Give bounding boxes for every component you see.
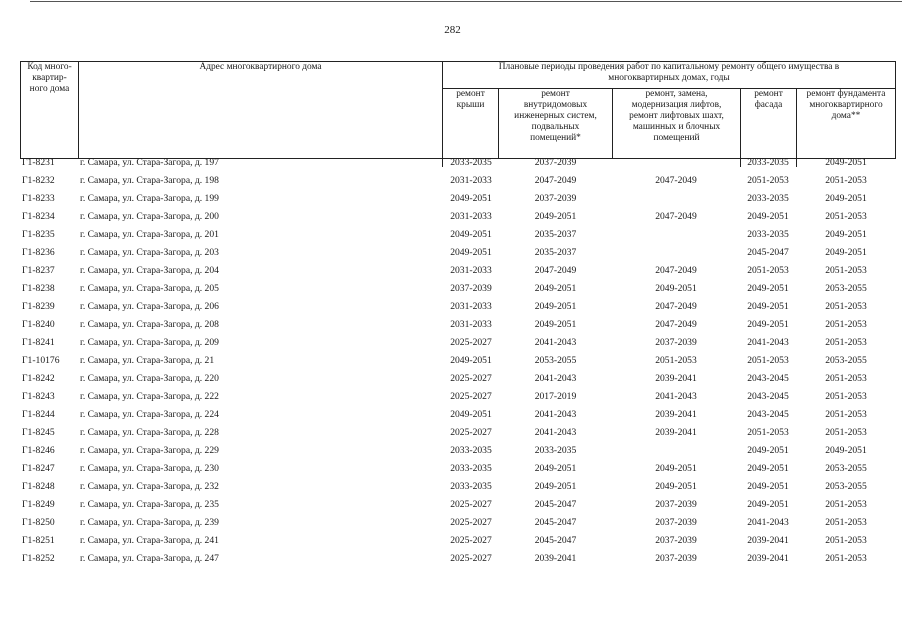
cell-engineering: 2049-2051 xyxy=(534,283,577,294)
cell-code: Г1-10176 xyxy=(22,355,60,366)
cell-foundation: 2051-2053 xyxy=(825,409,867,420)
cell-foundation: 2051-2053 xyxy=(825,391,867,402)
header-roof-line: крыши xyxy=(456,100,485,110)
cell-address: г. Самара, ул. Стара-Загора, д. 228 xyxy=(80,427,219,438)
table-row xyxy=(0,388,905,406)
cell-foundation: 2053-2055 xyxy=(825,481,867,492)
cell-roof: 2037-2039 xyxy=(450,283,492,294)
cell-engineering: 2045-2047 xyxy=(534,499,577,510)
header-engineering-line: инженерных систем, xyxy=(514,111,597,121)
cell-elevators: 2039-2041 xyxy=(655,427,697,438)
cell-address: г. Самара, ул. Стара-Загора, д. 198 xyxy=(80,175,219,186)
header-foundation-line: дома** xyxy=(831,111,861,121)
cell-code: Г1-8249 xyxy=(22,499,55,510)
cell-engineering: 2041-2043 xyxy=(534,427,577,438)
table-row xyxy=(0,442,905,460)
cell-foundation: 2051-2053 xyxy=(825,553,867,564)
cell-engineering: 2045-2047 xyxy=(534,517,577,528)
cell-elevators: 2047-2049 xyxy=(655,211,697,222)
cell-roof: 2025-2027 xyxy=(450,427,492,438)
cell-roof: 2031-2033 xyxy=(450,211,492,222)
header-roof-line: ремонт xyxy=(456,89,485,99)
cell-foundation: 2053-2055 xyxy=(825,355,867,366)
cell-roof: 2031-2033 xyxy=(450,301,492,312)
table-row xyxy=(0,208,905,226)
cell-facade: 2049-2051 xyxy=(747,445,789,456)
cell-elevators: 2047-2049 xyxy=(655,175,697,186)
cell-address: г. Самара, ул. Стара-Загора, д. 21 xyxy=(80,355,215,366)
table-row xyxy=(0,190,905,208)
header-foundation-line: ремонт фундамента xyxy=(806,89,886,99)
header-address-label: Адрес многоквартирного дома xyxy=(199,62,322,72)
cell-code: Г1-8243 xyxy=(22,391,55,402)
cell-elevators: 2037-2039 xyxy=(655,499,697,510)
cell-foundation: 2053-2055 xyxy=(825,283,867,294)
cell-roof: 2031-2033 xyxy=(450,265,492,276)
cell-roof: 2025-2027 xyxy=(450,337,492,348)
cell-roof: 2033-2035 xyxy=(450,157,492,168)
cell-engineering: 2049-2051 xyxy=(534,301,577,312)
cell-engineering: 2041-2043 xyxy=(534,409,577,420)
cell-address: г. Самара, ул. Стара-Загора, д. 203 xyxy=(80,247,219,258)
cell-code: Г1-8240 xyxy=(22,319,55,330)
cell-facade: 2049-2051 xyxy=(747,463,789,474)
table-row xyxy=(0,370,905,388)
table-row xyxy=(0,298,905,316)
cell-code: Г1-8234 xyxy=(22,211,55,222)
cell-facade: 2033-2035 xyxy=(747,229,789,240)
cell-roof: 2025-2027 xyxy=(450,373,492,384)
cell-foundation: 2049-2051 xyxy=(825,157,867,168)
table-row xyxy=(0,424,905,442)
header-elevators-line: ремонт лифтовых шахт, xyxy=(629,111,724,121)
cell-facade: 2051-2053 xyxy=(747,265,789,276)
header-elevators-line: машинных и блочных xyxy=(632,122,721,132)
cell-foundation: 2051-2053 xyxy=(825,265,867,276)
cell-elevators: 2037-2039 xyxy=(655,337,697,348)
cell-roof: 2033-2035 xyxy=(450,481,492,492)
cell-engineering: 2041-2043 xyxy=(534,373,577,384)
cell-address: г. Самара, ул. Стара-Загора, д. 197 xyxy=(80,157,219,168)
header-roof xyxy=(442,88,499,159)
cell-roof: 2025-2027 xyxy=(450,553,492,564)
cell-roof: 2025-2027 xyxy=(450,499,492,510)
header-periods-line: Плановые периоды проведения работ по капитальному ремонту общего имущества в xyxy=(498,62,840,72)
cell-facade: 2045-2047 xyxy=(747,247,789,258)
cell-roof: 2049-2051 xyxy=(450,355,492,366)
cell-engineering: 2049-2051 xyxy=(534,211,577,222)
cell-facade: 2049-2051 xyxy=(747,283,789,294)
table-row xyxy=(0,514,905,532)
cell-elevators: 2049-2051 xyxy=(655,283,697,294)
header-elevators-line: помещений xyxy=(653,133,700,143)
header-elevators-line: ремонт, замена, xyxy=(645,89,708,99)
cell-address: г. Самара, ул. Стара-Загора, д. 200 xyxy=(80,211,219,222)
cell-address: г. Самара, ул. Стара-Загора, д. 222 xyxy=(80,391,219,402)
cell-engineering: 2037-2039 xyxy=(534,157,577,168)
cell-address: г. Самара, ул. Стара-Загора, д. 232 xyxy=(80,481,219,492)
cell-facade: 2049-2051 xyxy=(747,211,789,222)
header-facade-line: фасада xyxy=(754,100,783,110)
cell-code: Г1-8250 xyxy=(22,517,55,528)
cell-engineering: 2033-2035 xyxy=(534,445,577,456)
cell-code: Г1-8247 xyxy=(22,463,55,474)
cell-roof: 2031-2033 xyxy=(450,175,492,186)
cell-engineering: 2039-2041 xyxy=(534,553,577,564)
table-row xyxy=(0,406,905,424)
cell-foundation: 2051-2053 xyxy=(825,427,867,438)
cell-facade: 2049-2051 xyxy=(747,301,789,312)
cell-code: Г1-8233 xyxy=(22,193,55,204)
cell-elevators: 2037-2039 xyxy=(655,517,697,528)
cell-roof: 2025-2027 xyxy=(450,517,492,528)
cell-foundation: 2051-2053 xyxy=(825,319,867,330)
cell-address: г. Самара, ул. Стара-Загора, д. 201 xyxy=(80,229,219,240)
cell-code: Г1-8245 xyxy=(22,427,55,438)
cell-roof: 2031-2033 xyxy=(450,319,492,330)
cell-foundation: 2051-2053 xyxy=(825,301,867,312)
cell-foundation: 2049-2051 xyxy=(825,247,867,258)
table-row xyxy=(0,154,905,172)
cell-foundation: 2053-2055 xyxy=(825,463,867,474)
table-row xyxy=(0,496,905,514)
cell-facade: 2033-2035 xyxy=(747,193,789,204)
cell-code: Г1-8237 xyxy=(22,265,55,276)
table-row xyxy=(0,460,905,478)
cell-code: Г1-8244 xyxy=(22,409,55,420)
header-address xyxy=(78,61,443,159)
cell-facade: 2043-2045 xyxy=(747,391,789,402)
table-row xyxy=(0,334,905,352)
cell-facade: 2049-2051 xyxy=(747,481,789,492)
cell-facade: 2039-2041 xyxy=(747,535,789,546)
header-elevators-line: модернизация лифтов, xyxy=(631,100,722,110)
cell-elevators: 2037-2039 xyxy=(655,535,697,546)
cell-foundation: 2049-2051 xyxy=(825,229,867,240)
cell-address: г. Самара, ул. Стара-Загора, д. 241 xyxy=(80,535,219,546)
cell-elevators: 2047-2049 xyxy=(655,265,697,276)
cell-facade: 2049-2051 xyxy=(747,319,789,330)
cell-facade: 2041-2043 xyxy=(747,517,789,528)
cell-elevators: 2047-2049 xyxy=(655,319,697,330)
cell-foundation: 2049-2051 xyxy=(825,445,867,456)
table-row xyxy=(0,262,905,280)
cell-facade: 2051-2053 xyxy=(747,175,789,186)
cell-facade: 2049-2051 xyxy=(747,499,789,510)
table-row xyxy=(0,172,905,190)
cell-elevators: 2039-2041 xyxy=(655,373,697,384)
cell-engineering: 2049-2051 xyxy=(534,319,577,330)
cell-foundation: 2051-2053 xyxy=(825,517,867,528)
cell-roof: 2049-2051 xyxy=(450,409,492,420)
table-row xyxy=(0,550,905,568)
header-periods xyxy=(442,61,896,89)
cell-engineering: 2047-2049 xyxy=(534,265,577,276)
cell-foundation: 2051-2053 xyxy=(825,211,867,222)
cell-engineering: 2049-2051 xyxy=(534,463,577,474)
cell-engineering: 2035-2037 xyxy=(534,247,577,258)
cell-roof: 2025-2027 xyxy=(450,391,492,402)
cell-facade: 2039-2041 xyxy=(747,553,789,564)
cell-facade: 2033-2035 xyxy=(747,157,789,168)
header-engineering-line: подвальных xyxy=(531,122,580,132)
cell-code: Г1-8231 xyxy=(22,157,55,168)
cell-code: Г1-8235 xyxy=(22,229,55,240)
cell-code: Г1-8241 xyxy=(22,337,55,348)
table-row xyxy=(0,316,905,334)
cell-address: г. Самара, ул. Стара-Загора, д. 239 xyxy=(80,517,219,528)
cell-elevators: 2049-2051 xyxy=(655,463,697,474)
cell-code: Г1-8248 xyxy=(22,481,55,492)
header-foundation-line: многоквартирного xyxy=(809,100,883,110)
table-row xyxy=(0,532,905,550)
header-code-line: Код много- xyxy=(27,62,72,72)
cell-engineering: 2037-2039 xyxy=(534,193,577,204)
cell-facade: 2051-2053 xyxy=(747,355,789,366)
header-code-line: ного дома xyxy=(29,84,70,94)
cell-foundation: 2051-2053 xyxy=(825,373,867,384)
cell-address: г. Самара, ул. Стара-Загора, д. 247 xyxy=(80,553,219,564)
cell-code: Г1-8242 xyxy=(22,373,55,384)
cell-address: г. Самара, ул. Стара-Загора, д. 220 xyxy=(80,373,219,384)
cell-elevators: 2049-2051 xyxy=(655,481,697,492)
cell-address: г. Самара, ул. Стара-Загора, д. 206 xyxy=(80,301,219,312)
table-row xyxy=(0,352,905,370)
cell-address: г. Самара, ул. Стара-Загора, д. 199 xyxy=(80,193,219,204)
cell-address: г. Самара, ул. Стара-Загора, д. 235 xyxy=(80,499,219,510)
header-facade xyxy=(740,88,797,159)
cell-code: Г1-8246 xyxy=(22,445,55,456)
cell-foundation: 2051-2053 xyxy=(825,535,867,546)
cell-code: Г1-8252 xyxy=(22,553,55,564)
header-periods-line: многоквартирных домах, годы xyxy=(608,73,730,83)
cell-address: г. Самара, ул. Стара-Загора, д. 224 xyxy=(80,409,219,420)
header-foundation xyxy=(796,88,896,159)
cell-elevators: 2039-2041 xyxy=(655,409,697,420)
cell-code: Г1-8238 xyxy=(22,283,55,294)
cell-roof: 2033-2035 xyxy=(450,445,492,456)
cell-foundation: 2049-2051 xyxy=(825,193,867,204)
cell-address: г. Самара, ул. Стара-Загора, д. 229 xyxy=(80,445,219,456)
header-facade-line: ремонт xyxy=(754,89,783,99)
cell-address: г. Самара, ул. Стара-Загора, д. 209 xyxy=(80,337,219,348)
cell-elevators: 2051-2053 xyxy=(655,355,697,366)
cell-facade: 2051-2053 xyxy=(747,427,789,438)
cell-engineering: 2045-2047 xyxy=(534,535,577,546)
cell-address: г. Самара, ул. Стара-Загора, д. 205 xyxy=(80,283,219,294)
header-code-line: квартир- xyxy=(32,73,67,83)
cell-address: г. Самара, ул. Стара-Загора, д. 208 xyxy=(80,319,219,330)
cell-roof: 2049-2051 xyxy=(450,247,492,258)
cell-foundation: 2051-2053 xyxy=(825,499,867,510)
cell-roof: 2025-2027 xyxy=(450,535,492,546)
header-engineering xyxy=(498,88,613,159)
header-engineering-line: ремонт xyxy=(541,89,570,99)
cell-engineering: 2041-2043 xyxy=(534,337,577,348)
cell-address: г. Самара, ул. Стара-Загора, д. 230 xyxy=(80,463,219,474)
header-elevators xyxy=(612,88,741,159)
page-number: 282 xyxy=(444,24,461,36)
cell-facade: 2041-2043 xyxy=(747,337,789,348)
table-row xyxy=(0,244,905,262)
cell-elevators: 2047-2049 xyxy=(655,301,697,312)
cell-foundation: 2051-2053 xyxy=(825,337,867,348)
cell-code: Г1-8232 xyxy=(22,175,55,186)
cell-roof: 2049-2051 xyxy=(450,229,492,240)
table-row xyxy=(0,226,905,244)
header-code xyxy=(20,61,79,159)
cell-roof: 2049-2051 xyxy=(450,193,492,204)
cell-engineering: 2017-2019 xyxy=(534,391,577,402)
cell-elevators: 2041-2043 xyxy=(655,391,697,402)
cell-roof: 2033-2035 xyxy=(450,463,492,474)
table-row xyxy=(0,280,905,298)
header-engineering-line: внутридомовых xyxy=(523,100,588,110)
cell-address: г. Самара, ул. Стара-Загора, д. 204 xyxy=(80,265,219,276)
cell-engineering: 2035-2037 xyxy=(534,229,577,240)
cell-engineering: 2049-2051 xyxy=(534,481,577,492)
cell-code: Г1-8251 xyxy=(22,535,55,546)
table-row xyxy=(0,478,905,496)
cell-facade: 2043-2045 xyxy=(747,373,789,384)
cell-code: Г1-8236 xyxy=(22,247,55,258)
cell-code: Г1-8239 xyxy=(22,301,55,312)
cell-engineering: 2047-2049 xyxy=(534,175,577,186)
header-engineering-line: помещений* xyxy=(530,133,581,143)
cell-elevators: 2037-2039 xyxy=(655,553,697,564)
cell-engineering: 2053-2055 xyxy=(534,355,577,366)
cell-facade: 2043-2045 xyxy=(747,409,789,420)
top-rule xyxy=(30,1,902,2)
cell-foundation: 2051-2053 xyxy=(825,175,867,186)
